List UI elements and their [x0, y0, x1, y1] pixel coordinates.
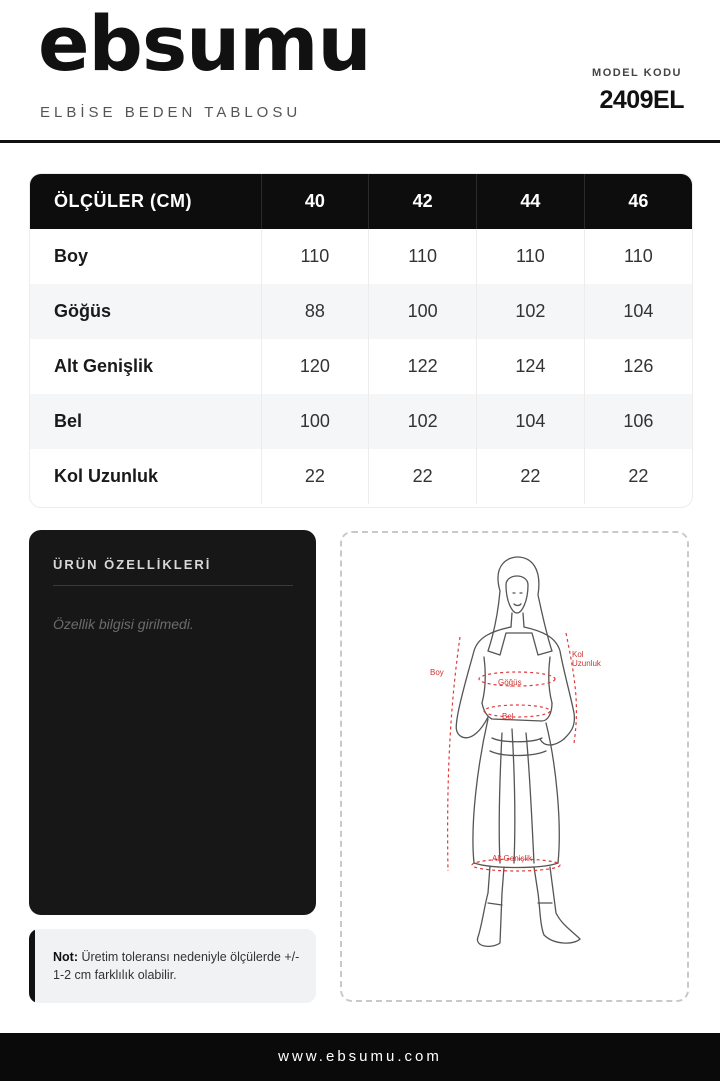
tolerance-note	[29, 929, 316, 1003]
row-label: Boy	[54, 246, 89, 266]
page-subtitle: ELBİSE BEDEN TABLOSU	[40, 104, 302, 121]
features-divider	[53, 585, 293, 586]
note-label: Not:	[53, 950, 78, 964]
table-cell: 22	[261, 449, 369, 504]
size-table-card	[29, 173, 693, 508]
table-cell: 110	[261, 229, 369, 284]
row-label: Bel	[54, 411, 83, 431]
size-header: 40	[261, 174, 369, 229]
table-cell: 110	[369, 229, 477, 284]
note-text	[53, 948, 303, 984]
label-bel: Bel	[502, 712, 514, 721]
row-label: Göğüs	[54, 301, 111, 321]
label-kol-1: Kol	[572, 650, 584, 659]
table-cell: 22	[477, 449, 585, 504]
size-header: 42	[369, 174, 477, 229]
size-table	[30, 174, 692, 504]
features-empty-text: Özellik bilgisi girilmedi.	[53, 616, 194, 632]
size-header: 46	[584, 174, 692, 229]
brand-logo: ebsumu	[38, 0, 371, 88]
table-cell: 100	[369, 284, 477, 339]
model-code-label: MODEL KODU	[592, 67, 682, 79]
label-gogus: Göğüs	[498, 678, 522, 687]
table-cell: 100	[261, 394, 369, 449]
table-cell: 104	[477, 394, 585, 449]
footer	[0, 1033, 720, 1081]
table-cell: 22	[584, 449, 692, 504]
row-label: Alt Genişlik	[54, 356, 154, 376]
label-kol-2: Uzunluk	[572, 659, 601, 668]
table-row	[30, 284, 692, 339]
table-cell: 22	[369, 449, 477, 504]
table-cell: 104	[584, 284, 692, 339]
table-cell: 88	[261, 284, 369, 339]
table-cell: 124	[477, 339, 585, 394]
product-features-panel	[29, 530, 316, 915]
header-divider	[0, 140, 720, 143]
features-title: ÜRÜN ÖZELLİKLERİ	[53, 557, 212, 572]
measurements-header: ÖLÇÜLER (CM)	[54, 191, 192, 211]
model-code-value: 2409EL	[599, 86, 684, 114]
label-alt-genislik: Alt Genişlik	[492, 854, 533, 863]
table-cell: 122	[369, 339, 477, 394]
label-boy: Boy	[430, 668, 444, 677]
table-row	[30, 339, 692, 394]
table-cell: 110	[584, 229, 692, 284]
table-cell: 120	[261, 339, 369, 394]
table-cell: 106	[584, 394, 692, 449]
size-table-header-row	[30, 174, 692, 229]
table-row	[30, 229, 692, 284]
measurement-figure-box	[340, 531, 689, 1002]
note-body: Üretim toleransı nedeniyle ölçülerde +/- 1-2 cm farklılık olabilir.	[53, 950, 300, 982]
table-row	[30, 394, 692, 449]
table-cell: 110	[477, 229, 585, 284]
note-accent-bar	[29, 929, 35, 1003]
header	[0, 0, 720, 142]
table-cell: 126	[584, 339, 692, 394]
footer-url[interactable]: www.ebsumu.com	[278, 1048, 442, 1065]
table-row	[30, 449, 692, 504]
height-measure-line	[448, 637, 460, 871]
table-cell: 102	[369, 394, 477, 449]
size-header: 44	[477, 174, 585, 229]
table-cell: 102	[477, 284, 585, 339]
row-label: Kol Uzunluk	[54, 466, 158, 486]
dress-figure-illustration	[342, 533, 687, 1000]
waist-measure-line	[484, 705, 550, 717]
